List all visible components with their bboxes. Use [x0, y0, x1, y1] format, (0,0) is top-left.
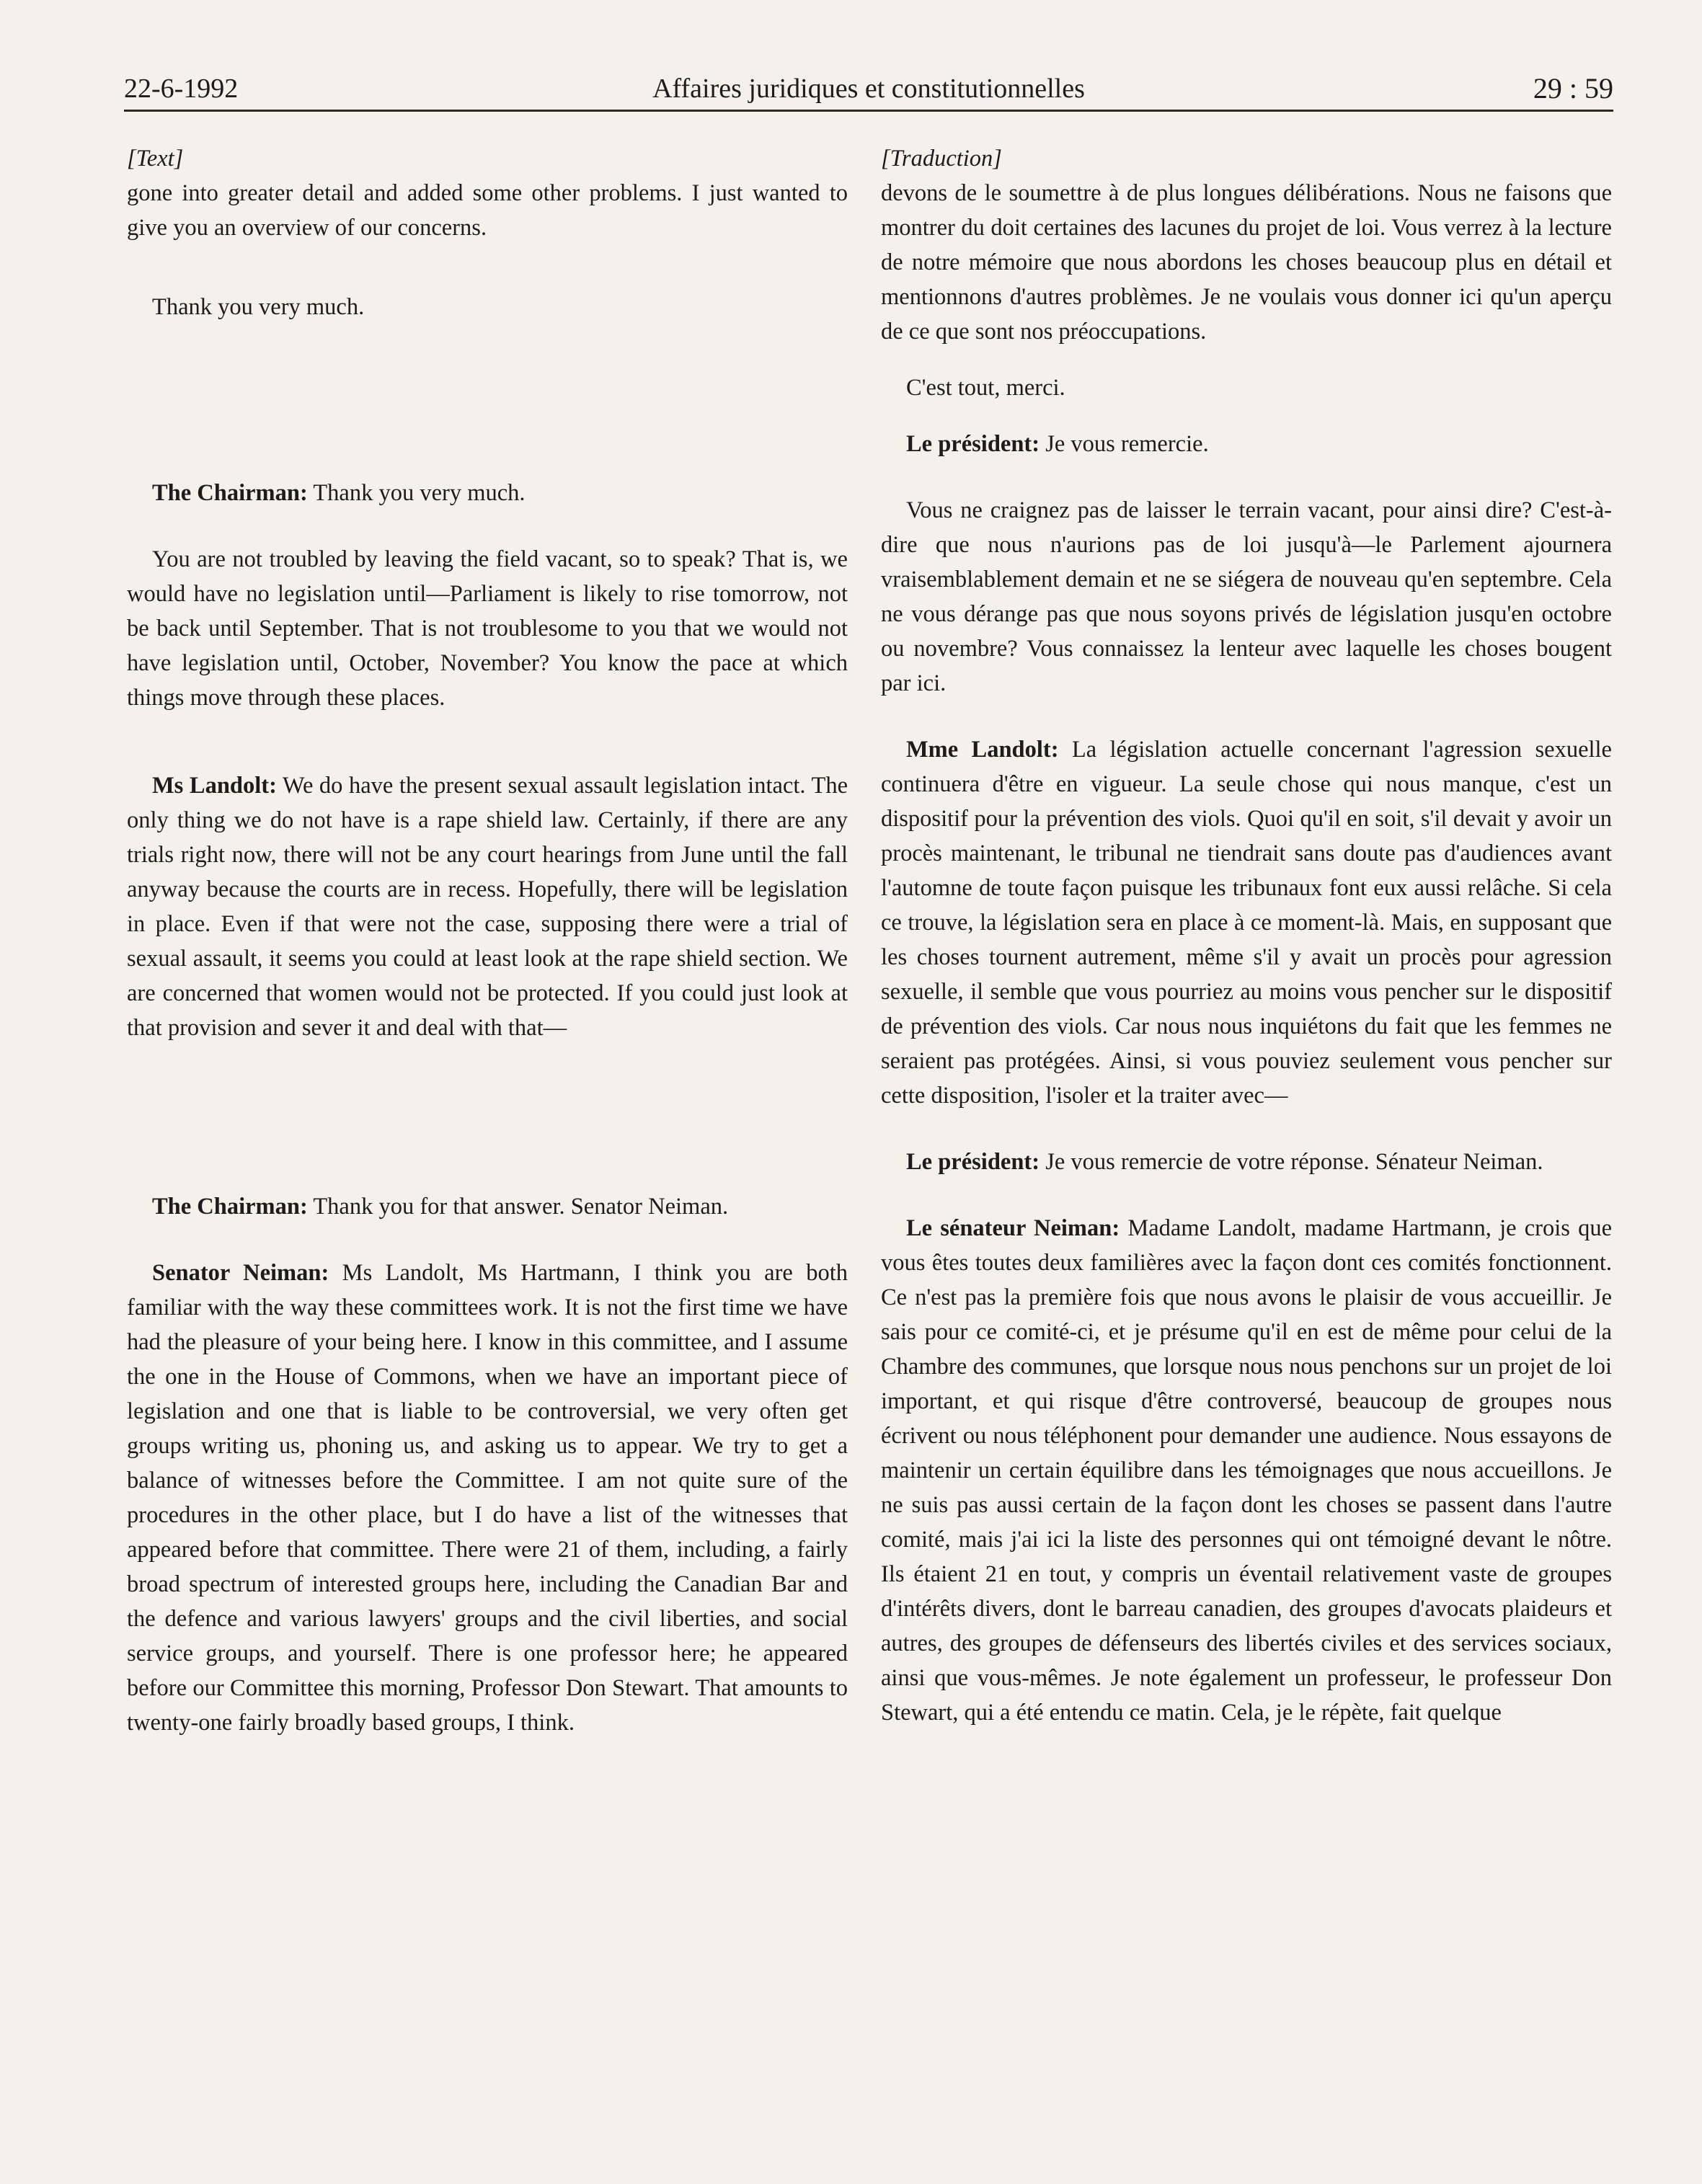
speech-text: Thank you for that answer. Senator Neiman.: [307, 1194, 729, 1220]
speaker-paragraph: [127, 476, 848, 510]
speaker-name: Senator Neiman:: [152, 1260, 329, 1286]
paragraph: You are not troubled by leaving the field vacant, so to speak? That is, we would have no legislation until—Parliament is likely to rise tomorrow, not be back until September. That is not troublesome to you that we would not have legislation until, October, November? You know the pace at which things move through these places.: [127, 546, 848, 711]
speaker-paragraph: [127, 768, 848, 1045]
language-note: [Text]: [127, 146, 184, 172]
speech-text: We do have the present sexual assault legislation intact. The only thing we do not have is a rape shield law. Certainly, if there are any trials right now, there will not be any court hearings from June until the fall anyway because the courts are in recess. Hopefully, there will be legislation in place. Even if that were not the case, supposing there were a trial of sexual assault, it seems you could at least look at the rape shield section. We are concerned that women would not be protected. If you could just look at that provision and sever it and deal with that—: [127, 773, 848, 1041]
speech-text: Madame Landolt, madame Hartmann, je crois que vous êtes toutes deux familières avec la façon dont ces comités fonctionnent. Ce n'est pas la première fois que nous avons le plaisir de vous accueillir. Je sais pour ce comité-ci, et je présume qu'il en est de même pour celui de la Chambre des communes, que lorsque nous nous penchons sur un projet de loi important, et qui risque d'être controversé, beaucoup de groupes nous écrivent ou nous téléphonent pour demander une audience. Nous essayons de maintenir un certain équilibre dans les témoignages que nous accueillons. Je ne suis pas aussi certain de la façon dont les choses se passent dans l'autre comité, mais j'ai ici la liste des personnes qui ont témoigné devant le nôtre. Ils étaient 21 en tout, y compris un éventail relativement vaste de groupes d'intérêts divers, dont le barreau canadien, des groupes d'avocats plaideurs et autres, des groupes de défenseurs des libertés civiles et des services sociaux, ainsi que vous-mêmes. Je note également un professeur, le professeur Don Stewart, qui a été entendu ce matin. Cela, je le répète, fait quelque: [881, 1215, 1612, 1726]
speaker-paragraph: [881, 1211, 1612, 1730]
speaker-name: Mme Landolt:: [906, 737, 1059, 763]
speaker-name: The Chairman:: [152, 1194, 308, 1220]
speaker-name: Le président:: [906, 431, 1040, 457]
language-note: [Traduction]: [881, 146, 1002, 172]
header-title: Affaires juridiques et constitutionnelles: [652, 74, 1085, 104]
speech-text: Je vous remercie.: [1040, 431, 1209, 457]
speaker-name: Le président:: [906, 1149, 1040, 1175]
speech-text: Ms Landolt, Ms Hartmann, I think you are both familiar with the way these committees work. It is not the first time we have had the pleasure of your being here. I know in this committee, and I assume the one in the House of Commons, when we have an important piece of legislation and one that is liable to be controversial, we very often get groups writing us, phoning us, and asking us to appear. We try to get a balance of witnesses before the Committee. I am not quite sure of the procedures in the other place, but I do have a list of the witnesses that appeared before that committee. There were 21 of them, including, a fairly broad spectrum of interested groups here, including the Canadian Bar and the defence and various lawyers' groups and the civil liberties, and social service groups, and yourself. There is one professor here; he appeared before our Committee this morning, Professor Don Stewart. That amounts to twenty-one fairly broadly based groups, I think.: [127, 1260, 848, 1736]
speaker-name: Le sénateur Neiman:: [906, 1215, 1120, 1241]
paragraph: C'est tout, merci.: [906, 375, 1065, 401]
column-english: [127, 141, 848, 1772]
speaker-paragraph: [881, 427, 1612, 461]
paragraph: devons de le soumettre à de plus longues délibérations. Nous ne faisons que montrer du doit certaines des lacunes du projet de loi. Vous verrez à la lecture de notre mémoire que nous abordons les choses beaucoup plus en détail et mentionnons d'autres problèmes. Je ne voulais vous donner ici qu'un aperçu de ce que sont nos préoccupations.: [881, 180, 1612, 345]
speech-text: Thank you very much.: [307, 480, 526, 506]
speech-text: Je vous remercie de votre réponse. Sénateur Neiman.: [1040, 1149, 1543, 1175]
speech-text: La législation actuelle concernant l'agression sexuelle continuera d'être en vigueur. La seule chose qui nous manque, c'est un dispositif pour la prévention des viols. Quoi qu'il en soit, s'il devait y avoir un procès maintenant, le tribunal ne tiendrait sans doute pas d'audiences avant l'automne de toute façon puisque les tribunaux font eux aussi relâche. Si cela ce trouve, la législation sera en place à ce moment-là. Mais, en supposant que les choses tournent autrement, même s'il y avait un procès pour agression sexuelle, il semble que vous pourriez au moins vous pencher sur le dispositif de prévention des viols. Car nous nous inquiétons du fait que les femmes ne seraient pas protégées. Ainsi, si vous pouviez seulement vous pencher sur cette disposition, l'isoler et la traiter avec—: [881, 737, 1612, 1109]
speaker-name: Ms Landolt:: [152, 773, 277, 799]
speaker-paragraph: [881, 732, 1612, 1113]
paragraph: gone into greater detail and added some other problems. I just wanted to give you an overview of our concerns.: [127, 180, 848, 241]
header-date: 22-6-1992: [124, 74, 239, 104]
header-rule: [124, 110, 1613, 112]
header-page-number: 29 : 59: [1533, 72, 1613, 105]
speaker-paragraph: [881, 1145, 1612, 1179]
speaker-paragraph: [127, 1256, 848, 1740]
column-french: [881, 141, 1612, 1762]
running-header: [124, 71, 1613, 114]
paragraph: Thank you very much.: [152, 294, 365, 320]
speaker-name: The Chairman:: [152, 480, 308, 506]
paragraph: Vous ne craignez pas de laisser le terrain vacant, pour ainsi dire? C'est-à-dire que nous n'aurions pas de loi jusqu'à—le Parlement ajournera vraisemblablement demain et ne se siégera de nouveau qu'en septembre. Cela ne vous dérange pas que nous soyons privés de législation jusqu'en octobre ou novembre? Vous connaissez la lenteur avec laquelle les choses bougent par ici.: [881, 497, 1612, 696]
speaker-paragraph: [127, 1189, 848, 1224]
